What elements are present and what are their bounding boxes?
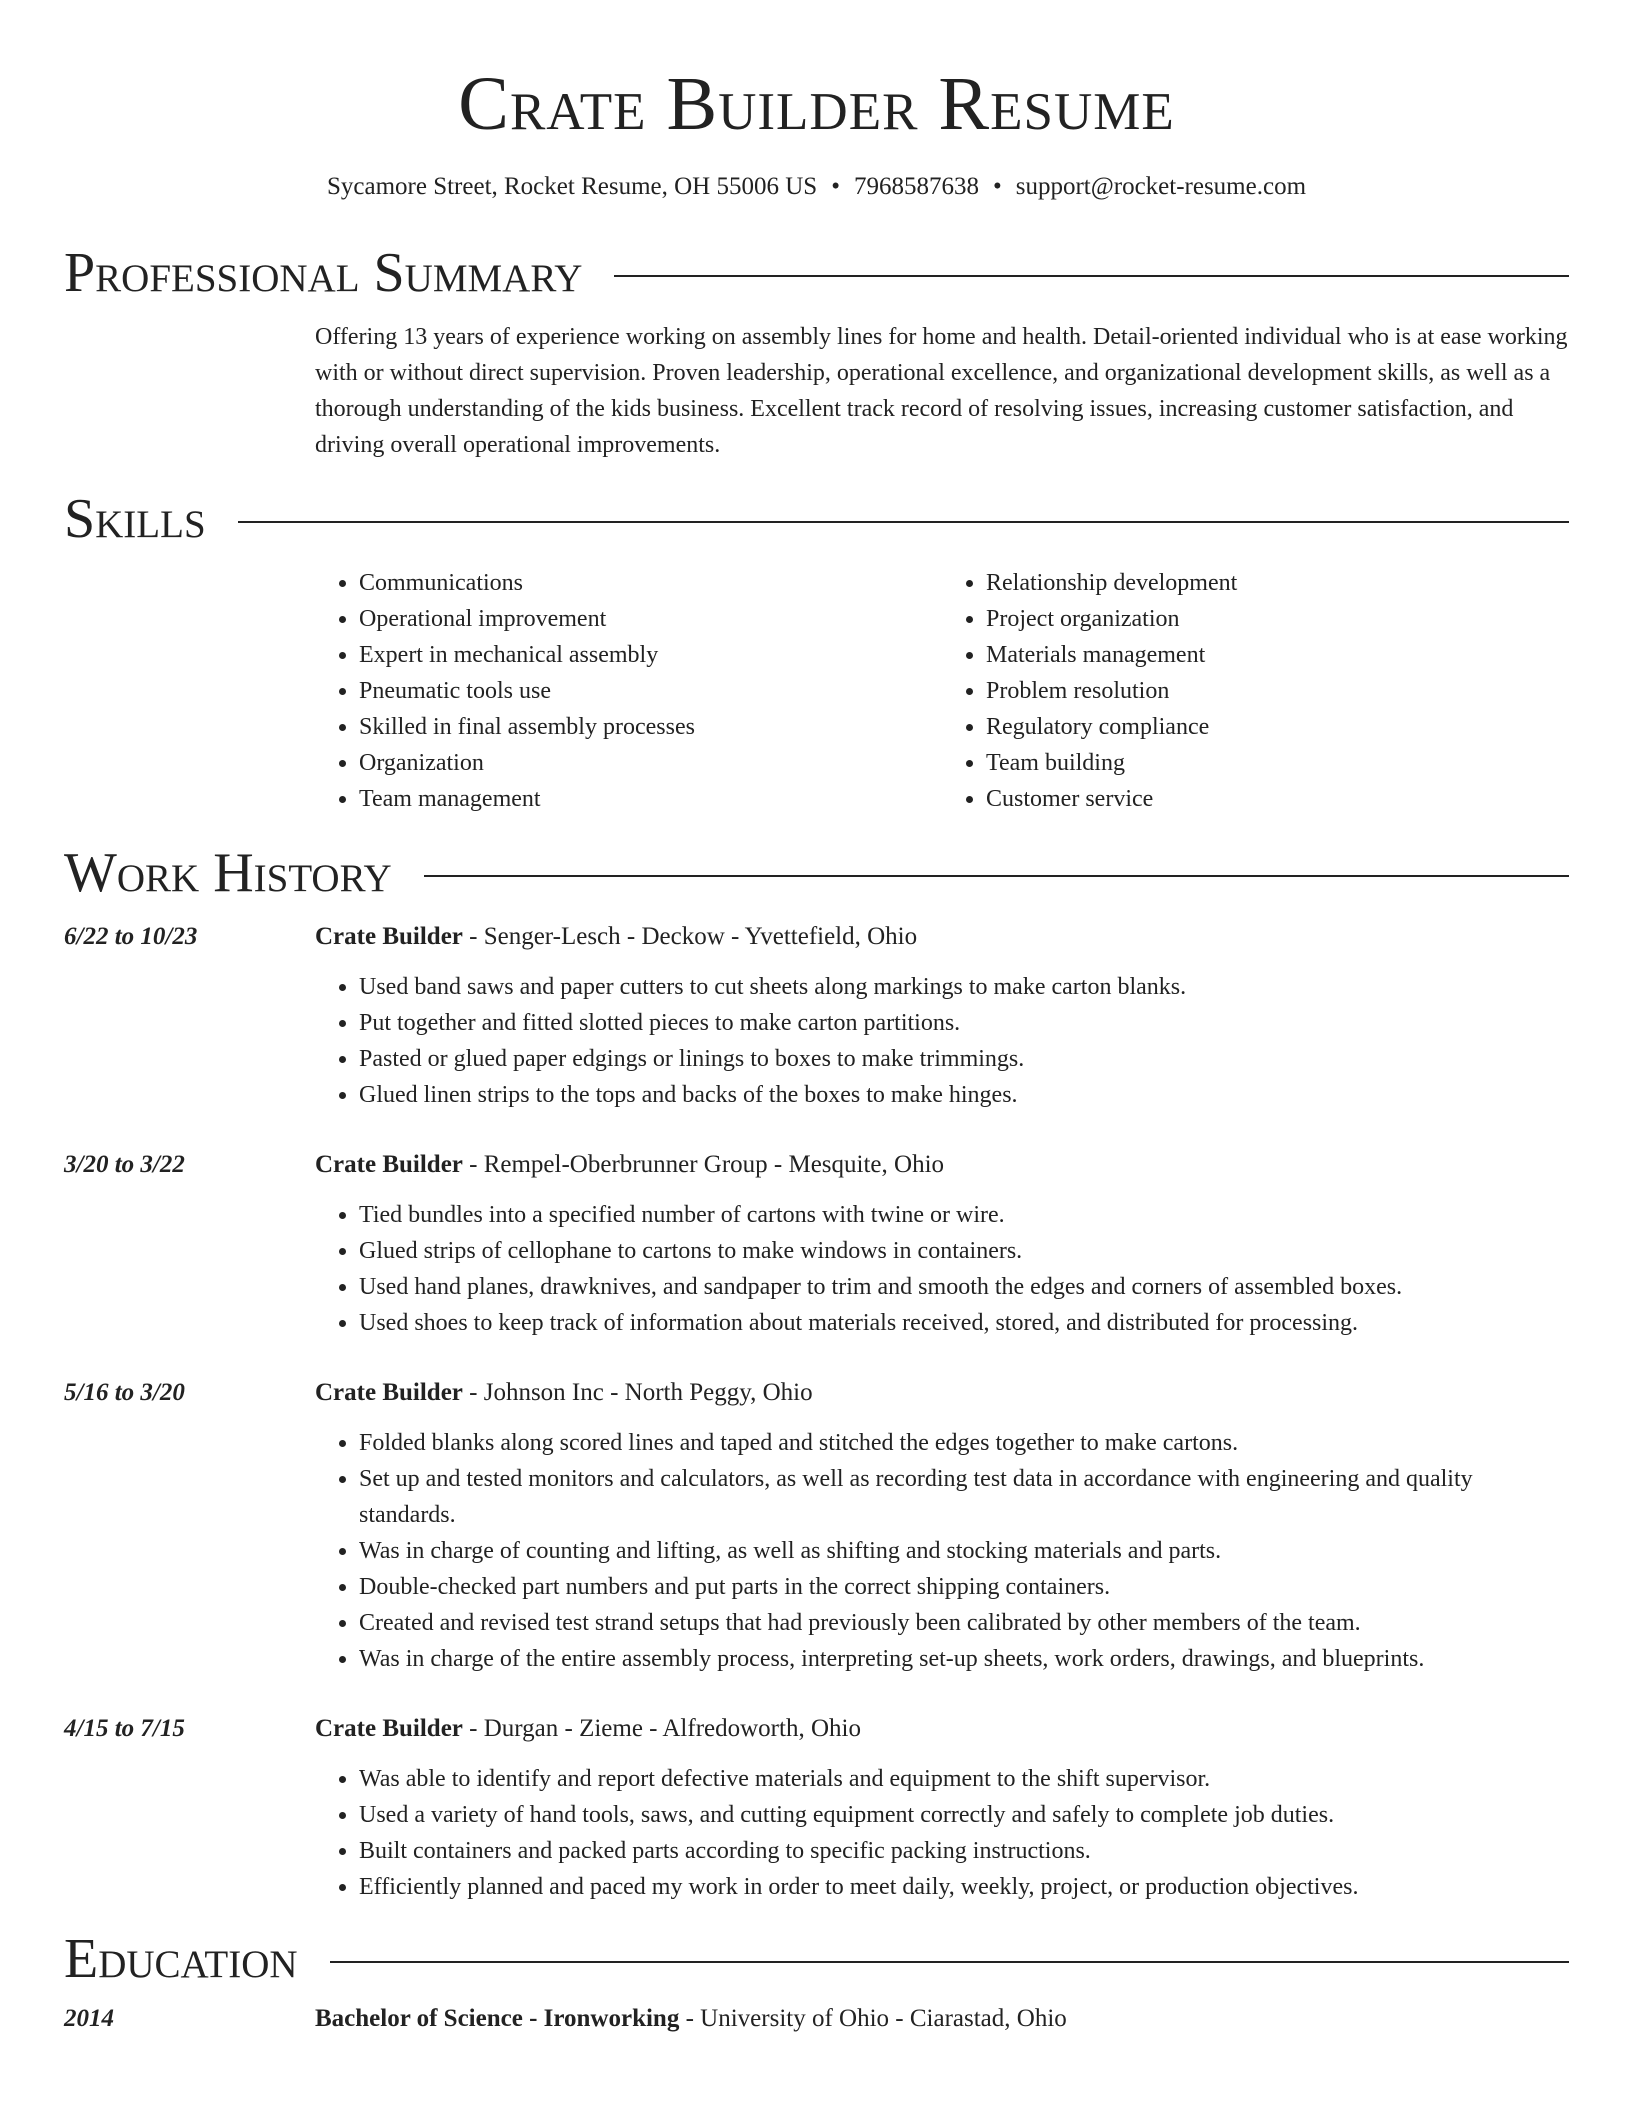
section-divider bbox=[614, 275, 1569, 277]
work-heading: Work History bbox=[64, 842, 392, 904]
skill-item: • Regulatory compliance bbox=[986, 709, 1569, 745]
job-bullet: • Put together and fitted slotted pieces to make carton partitions. bbox=[359, 1005, 1569, 1041]
job-bullet: • Double-checked part numbers and put parts in the correct shipping containers. bbox=[359, 1569, 1569, 1605]
job-bullet: • Used shoes to keep track of information about materials received, stored, and distributed for processing. bbox=[359, 1305, 1569, 1341]
job-title-line bbox=[315, 1375, 1569, 1411]
job-body bbox=[315, 1711, 1569, 1905]
education-degree: Bachelor of Science - Ironworking bbox=[315, 2005, 680, 2032]
job-bullet: • Pasted or glued paper edgings or linings to boxes to make trimmings. bbox=[359, 1041, 1569, 1077]
contact-phone: 7968587638 bbox=[853, 173, 979, 200]
contact-address: Sycamore Street, Rocket Resume, OH 55006 US bbox=[326, 173, 818, 200]
skill-item: • Communications bbox=[359, 565, 942, 601]
job-dates: 5/16 to 3/20 bbox=[64, 1379, 185, 1406]
skills-column-left bbox=[315, 565, 942, 817]
job-bullets bbox=[315, 969, 1569, 1113]
education-details: - University of Ohio - Ciarastad, Ohio bbox=[679, 2005, 1067, 2032]
education-date: 2014 bbox=[64, 2005, 114, 2032]
job-bullets bbox=[315, 1425, 1569, 1677]
job-title-line bbox=[315, 1711, 1569, 1747]
job-bullet: • Built containers and packed parts according to specific packing instructions. bbox=[359, 1833, 1569, 1869]
job-details: - Rempel-Oberbrunner Group - Mesquite, Ohio bbox=[462, 1151, 945, 1178]
skill-item: • Team building bbox=[986, 745, 1569, 781]
education-line bbox=[315, 2001, 1569, 2037]
skill-item: • Skilled in final assembly processes bbox=[359, 709, 942, 745]
skill-item: • Pneumatic tools use bbox=[359, 673, 942, 709]
skills-section-header bbox=[64, 487, 1569, 551]
job-bullet: • Created and revised test strand setups that had previously been calibrated by other members of the team. bbox=[359, 1605, 1569, 1641]
skills-column-right bbox=[942, 565, 1569, 817]
skill-item: • Expert in mechanical assembly bbox=[359, 637, 942, 673]
skill-item: • Customer service bbox=[986, 781, 1569, 817]
job-title: Crate Builder bbox=[315, 1379, 463, 1406]
job-bullet: • Folded blanks along scored lines and taped and stitched the edges together to make cartons. bbox=[359, 1425, 1569, 1461]
education-entry bbox=[64, 2001, 1569, 2037]
section-divider bbox=[238, 521, 1569, 523]
job-bullet: • Used hand planes, drawknives, and sandpaper to trim and smooth the edges and corners of assembled boxes. bbox=[359, 1269, 1569, 1305]
job-bullet: • Glued linen strips to the tops and backs of the boxes to make hinges. bbox=[359, 1077, 1569, 1113]
job-bullet: • Was in charge of the entire assembly process, interpreting set-up sheets, work orders, drawings, and blueprints. bbox=[359, 1641, 1569, 1677]
job-bullets bbox=[315, 1197, 1569, 1341]
contact-separator: • bbox=[831, 173, 840, 200]
job-entry bbox=[64, 1375, 1569, 1677]
job-title-line bbox=[315, 919, 1569, 955]
job-details: - Johnson Inc - North Peggy, Ohio bbox=[462, 1379, 813, 1406]
job-body bbox=[315, 1147, 1569, 1341]
job-dates: 4/15 to 7/15 bbox=[64, 1715, 185, 1742]
skill-item: • Team management bbox=[359, 781, 942, 817]
job-details: - Senger-Lesch - Deckow - Yvettefield, Ohio bbox=[462, 923, 918, 950]
job-bullet: • Set up and tested monitors and calculators, as well as recording test data in accordance with engineering and quality standards. bbox=[359, 1461, 1569, 1533]
job-details: - Durgan - Zieme - Alfredoworth, Ohio bbox=[462, 1715, 861, 1742]
job-bullet: • Was able to identify and report defective materials and equipment to the shift supervisor. bbox=[359, 1761, 1569, 1797]
section-divider bbox=[424, 875, 1569, 877]
contact-email: support@rocket-resume.com bbox=[1015, 173, 1307, 200]
contact-separator: • bbox=[992, 173, 1002, 200]
contact-line bbox=[64, 170, 1569, 204]
job-entry bbox=[64, 1711, 1569, 1905]
job-dates: 3/20 to 3/22 bbox=[64, 1151, 185, 1178]
section-divider bbox=[330, 1961, 1569, 1963]
job-bullets bbox=[315, 1761, 1569, 1905]
job-dates: 6/22 to 10/23 bbox=[64, 923, 198, 950]
job-title: Crate Builder bbox=[315, 923, 463, 950]
job-entry bbox=[64, 919, 1569, 1113]
resume-name: Crate Builder Resume bbox=[458, 62, 1175, 146]
summary-text: Offering 13 years of experience working on assembly lines for home and health. Detail-oriented individual who is at ease working with or without direct supervision. Proven leadership, operational excellence, and organizational development skills, as well as a thorough understanding of the kids business. Excellent track record of resolving issues, increasing customer satisfaction, and driving overall operational improvements. bbox=[315, 324, 1568, 458]
job-bullet: • Glued strips of cellophane to cartons to make windows in containers. bbox=[359, 1233, 1569, 1269]
job-body bbox=[315, 919, 1569, 1113]
summary-section-header bbox=[64, 241, 1569, 305]
education-section-header bbox=[64, 1927, 1569, 1991]
summary-heading: Professional Summary bbox=[64, 242, 583, 304]
job-title: Crate Builder bbox=[315, 1151, 463, 1178]
skill-item: • Relationship development bbox=[986, 565, 1569, 601]
education-body bbox=[315, 2001, 1569, 2037]
job-entry bbox=[64, 1147, 1569, 1341]
skill-item: • Project organization bbox=[986, 601, 1569, 637]
job-bullet: • Used band saws and paper cutters to cut sheets along markings to make carton blanks. bbox=[359, 969, 1569, 1005]
work-section-header bbox=[64, 841, 1569, 905]
education-heading: Education bbox=[64, 1928, 298, 1990]
skill-item: • Materials management bbox=[986, 637, 1569, 673]
job-bullet: • Used a variety of hand tools, saws, and cutting equipment correctly and safely to complete job duties. bbox=[359, 1797, 1569, 1833]
job-bullet: • Was in charge of counting and lifting, as well as shifting and stocking materials and parts. bbox=[359, 1533, 1569, 1569]
job-title-line bbox=[315, 1147, 1569, 1183]
skill-item: • Operational improvement bbox=[359, 601, 942, 637]
job-bullet: • Efficiently planned and paced my work in order to meet daily, weekly, project, or production objectives. bbox=[359, 1869, 1569, 1905]
job-body bbox=[315, 1375, 1569, 1677]
skill-item: • Problem resolution bbox=[986, 673, 1569, 709]
skill-item: • Organization bbox=[359, 745, 942, 781]
job-bullet: • Tied bundles into a specified number of cartons with twine or wire. bbox=[359, 1197, 1569, 1233]
skills-list bbox=[315, 565, 1569, 817]
skills-heading: Skills bbox=[64, 488, 206, 550]
job-title: Crate Builder bbox=[315, 1715, 463, 1742]
